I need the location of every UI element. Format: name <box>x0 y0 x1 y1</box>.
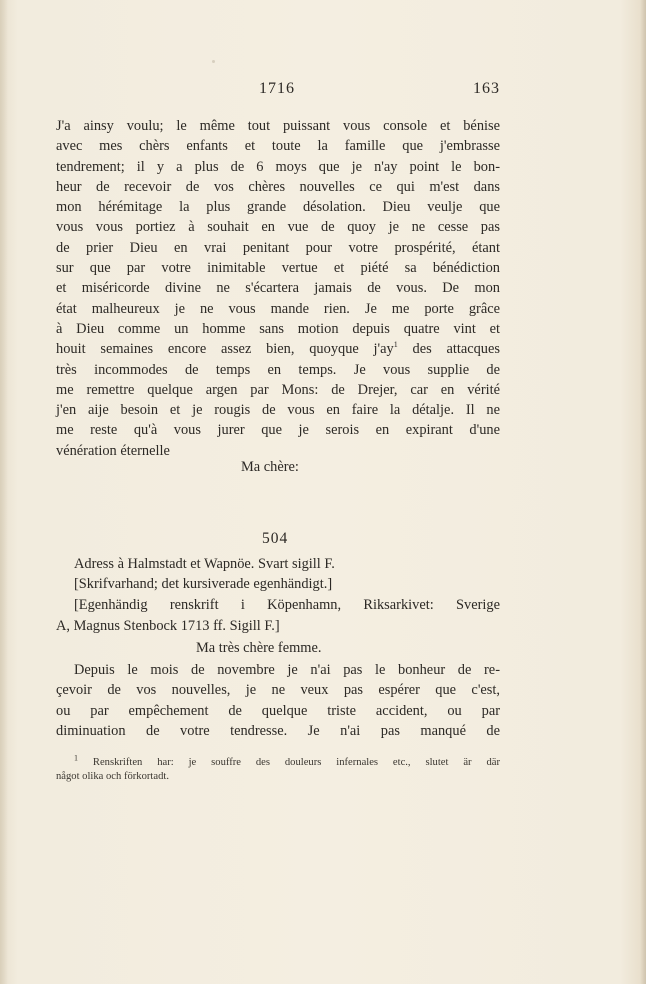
text-line: me remettre quelque argen par Mons: de Drejer, car en vérité <box>56 381 500 398</box>
footnote <box>56 753 500 784</box>
text-line: sur que par votre inimitable vertue et piété sa bénédiction <box>56 260 500 277</box>
text-line: à Dieu comme un homme sans motion depuis quatre vint et <box>56 320 500 337</box>
letter-a-body <box>56 116 500 461</box>
letter-a-closing: Ma chère: <box>241 459 299 475</box>
text-line: vénération éternelle <box>56 442 170 459</box>
text-line: mon hérémitage la plus grande désolation. Dieu veulje que <box>56 199 500 216</box>
paper-speck <box>212 60 215 63</box>
letter-address <box>56 554 500 575</box>
text-fragment: des attacques <box>412 341 500 358</box>
page-left-edge-shadow <box>0 0 8 984</box>
footnote-ref: 1 <box>393 340 398 350</box>
text-line: avec mes chèrs enfants et toute la famille que j'embrasse <box>56 138 500 155</box>
text-line: çevoir de vos nouvelles, je ne veux pas espérer que c'est, <box>56 682 500 699</box>
footnote-line <box>56 753 500 770</box>
text-line: tendrement; il y a plus de 6 moys que je n'ay point le bon- <box>56 158 500 175</box>
text-line-with-footnote <box>56 339 500 359</box>
letter-b-body <box>56 660 500 741</box>
page-number: 163 <box>473 80 500 97</box>
text-line: de prier Dieu en vrai penitant pour votre prospérité, étant <box>56 239 500 256</box>
text-line: me reste qu'à vous jurer que je serois en expirant d'une <box>56 422 500 439</box>
footnote-marker: 1 <box>74 753 78 763</box>
text-line: j'en aije besoin et je rougis de vous en faire la détalje. Il ne <box>56 402 500 419</box>
editorial-note <box>56 574 500 595</box>
header-year: 1716 <box>259 80 295 97</box>
letter-b-salutation: Ma très chère femme. <box>196 640 322 656</box>
archive-note <box>56 595 500 636</box>
note-line: [Skrifvarhand; det kursiverade egenhändigt.] <box>74 576 333 592</box>
text-line: diminuation de votre tendresse. Je n'ai pas manqué de <box>56 722 500 739</box>
text-line: et miséricorde divine ne s'écartera jamais de vous. De mon <box>56 280 500 297</box>
footnote-line: något olika och förkortadt. <box>56 771 169 782</box>
address-line: Adress à Halmstadt et Wapnöe. Svart sigill F. <box>74 556 335 572</box>
page-right-edge-shadow <box>640 0 646 984</box>
text-line: état malheureux je ne vous mande rien. Je me porte grâce <box>56 300 500 317</box>
note-line: A, Magnus Stenbock 1713 ff. Sigill F.] <box>56 617 280 634</box>
text-line: heur de recevoir de vos chères nouvelles ce qui m'est dans <box>56 178 500 195</box>
text-line: J'a ainsy voulu; le même tout puissant vous console et bénise <box>56 118 500 134</box>
text-line: très incommodes de temps en temps. Je vous supplie de <box>56 361 500 378</box>
text-line: Depuis le mois de novembre je n'ai pas le bonheur de re- <box>74 662 500 678</box>
text-line: ou par empêchement de quelque triste accident, ou par <box>56 702 500 719</box>
running-header <box>0 80 646 104</box>
note-line: [Egenhändig renskrift i Köpenhamn, Riksarkivet: Sverige <box>74 597 500 613</box>
footnote-text: Renskriften har: je souffre des douleurs infernales etc., slutet är där <box>92 757 500 768</box>
text-fragment: houit semaines encore assez bien, quoyque j'ay <box>56 341 394 358</box>
letter-number: 504 <box>262 530 289 547</box>
text-line: vous vous portiez à souhait en vue de quoy je ne cesse pas <box>56 219 500 236</box>
